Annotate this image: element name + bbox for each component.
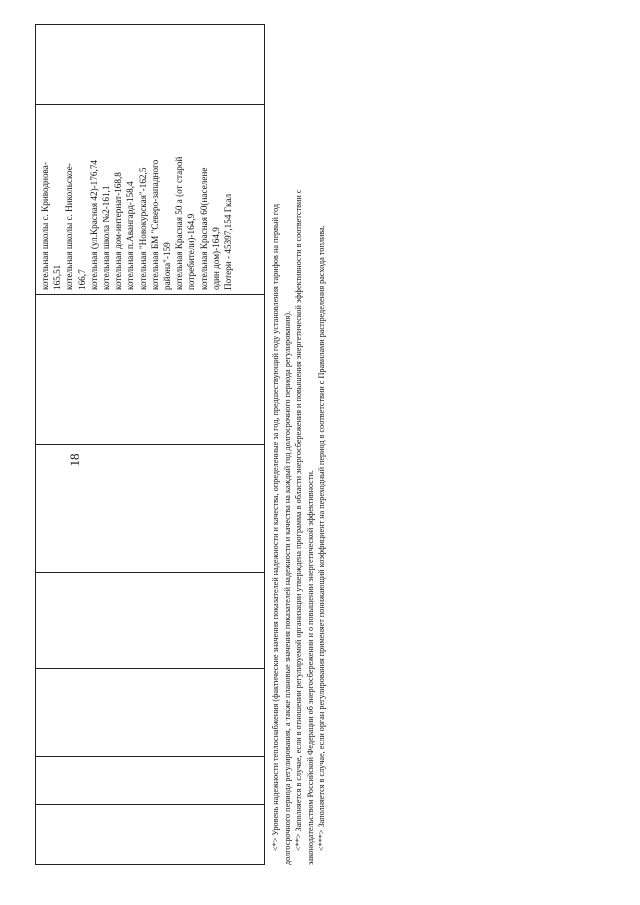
list-item: 166,7 <box>76 269 87 290</box>
list-item: котельная школа №2-161,1 <box>101 185 112 290</box>
list-item: котельная (ул.Красная 42)-176,74 <box>88 160 99 290</box>
list-item: котельная Красная 50 а (от старой <box>174 156 185 290</box>
table-cell <box>36 669 265 757</box>
table-cell <box>36 25 265 105</box>
footnote-2-line-1: <**> Заполняется в случае, если в отношении регулируемой организации утверждена программа в области энергосбережения и повышения энергетической эффективности в соответствии с <box>294 189 304 851</box>
list-item: котельная школы с. Никольское- <box>64 163 75 290</box>
table-cell <box>36 573 265 669</box>
table-cell <box>36 295 265 445</box>
list-item: котельная школы с. Криводнова- <box>40 162 50 290</box>
page-number: 18 <box>67 453 82 467</box>
list-item: 165,51 <box>52 264 63 290</box>
table-cell <box>36 757 265 805</box>
footnote-1-line-2: долгосрочного периода регулирования, а также плановые значения показателей надежности и качества на каждый год долгосрочного периода регулирования). <box>282 311 292 865</box>
footnote-3-line-1: <***> Заполняется в случае, если орган регулирования применяет понижающий коэффициент на переходный период в соответствии с Правилами распределения расхода топлива. <box>317 225 327 851</box>
list-item: котельная БМ "Северо-западного <box>149 159 160 290</box>
list-item: Потери - 45397,154 Гкал <box>223 193 234 290</box>
table-row <box>36 25 265 865</box>
footnote-2-line-2: законодательством Российской Федерации об энергосбережении и о повышении энергетической эффективности. <box>305 470 315 865</box>
list-item: котельная п.Авангард-158,4 <box>125 181 136 290</box>
footnotes <box>271 25 329 865</box>
list-item: котельная дом-интернат-168,8 <box>113 172 124 290</box>
list-item: котельная "Новокурская"-162,5 <box>137 167 148 290</box>
list-item: котельная Красная 60(населене <box>198 167 209 290</box>
data-table <box>35 24 265 865</box>
list-item: потребители)-164,9 <box>186 213 197 290</box>
table-cell <box>36 805 265 865</box>
list-item: один дом)-164,9 <box>210 227 221 290</box>
list-item: района"-159 <box>162 242 173 290</box>
footnote-1-line-1: <*> Уровень надежности теплоснабжения (фактические значения показателей надежности и качества, определенные за год, предшествующий году установления тарифов на первый год <box>271 203 280 851</box>
rotated-page-content <box>35 25 335 865</box>
table-cell <box>36 445 265 573</box>
boiler-list-cell <box>36 105 265 295</box>
